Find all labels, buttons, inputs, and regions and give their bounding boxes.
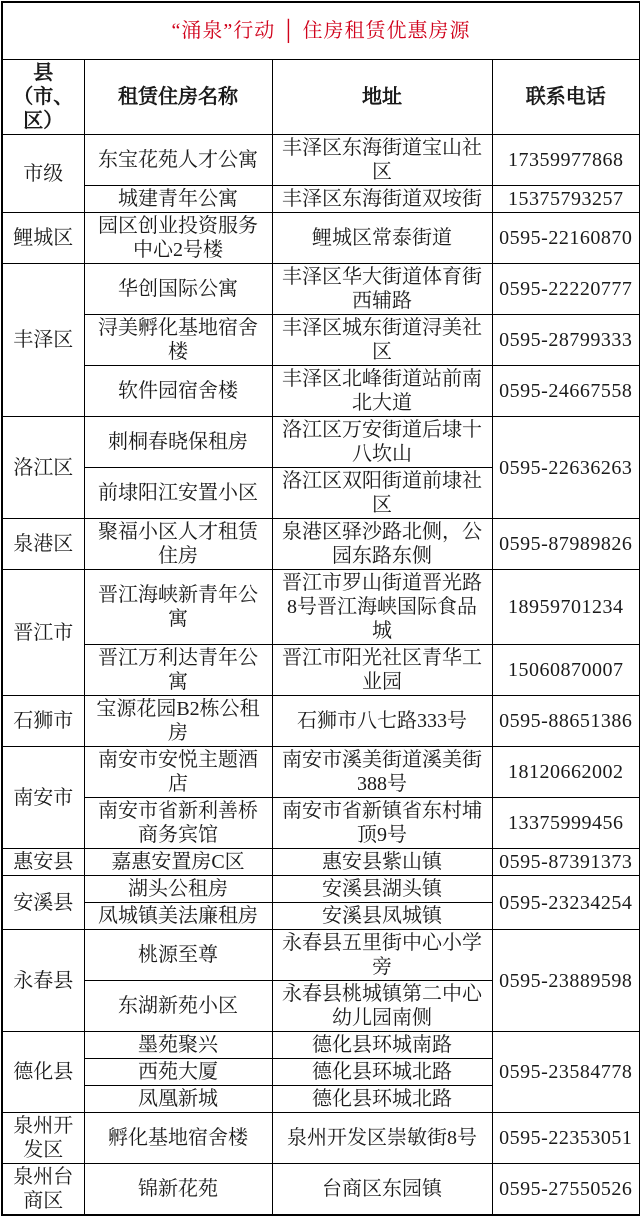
- housing-table: [1, 1, 640, 1216]
- name-cell: 墨苑聚兴: [84, 1032, 272, 1059]
- table-row: [2, 186, 640, 213]
- region-cell: 惠安县: [2, 849, 84, 876]
- table-row: [2, 930, 640, 981]
- address-cell: 泉港区驿沙路北侧，公园东路东侧: [272, 519, 492, 570]
- table-row: [2, 135, 640, 186]
- address-cell: 丰泽区东海街道双垵街: [272, 186, 492, 213]
- name-cell: 前埭阳江安置小区: [84, 468, 272, 519]
- table-row: [2, 417, 640, 468]
- address-cell: 德化县环城北路: [272, 1086, 492, 1113]
- address-cell: 南安市溪美街道溪美街388号: [272, 747, 492, 798]
- name-cell: 浔美孵化基地宿舍楼: [84, 315, 272, 366]
- address-cell: 安溪县凤城镇: [272, 903, 492, 930]
- address-cell: 南安市省新镇省东村埔顶9号: [272, 798, 492, 849]
- address-cell: 永春县桃城镇第二中心幼儿园南侧: [272, 981, 492, 1032]
- region-cell: 南安市: [2, 747, 84, 849]
- name-cell: 华创国际公寓: [84, 264, 272, 315]
- title-row: [2, 2, 640, 60]
- name-cell: 湖头公租房: [84, 876, 272, 903]
- page-title: “涌泉”行动 │ 住房租赁优惠房源: [2, 2, 640, 60]
- address-cell: 洛江区双阳街道前埭社区: [272, 468, 492, 519]
- phone-cell: 0595-87989826: [492, 519, 640, 570]
- address-cell: 泉州开发区崇敏街8号: [272, 1113, 492, 1164]
- name-cell: 东湖新苑小区: [84, 981, 272, 1032]
- phone-cell: 0595-22636263: [492, 417, 640, 519]
- region-cell: 市级: [2, 135, 84, 213]
- name-cell: 聚福小区人才租赁住房: [84, 519, 272, 570]
- table-row: [2, 264, 640, 315]
- table-row: [2, 876, 640, 903]
- table-row: [2, 645, 640, 696]
- name-cell: 园区创业投资服务中心2号楼: [84, 213, 272, 264]
- phone-cell: 0595-88651386: [492, 696, 640, 747]
- phone-cell: 0595-23584778: [492, 1032, 640, 1113]
- address-cell: 丰泽区北峰街道站前南北大道: [272, 366, 492, 417]
- name-cell: 宝源花园B2栋公租房: [84, 696, 272, 747]
- phone-cell: 18959701234: [492, 570, 640, 645]
- name-cell: 凤城镇美法廉租房: [84, 903, 272, 930]
- region-cell: 泉港区: [2, 519, 84, 570]
- name-cell: 城建青年公寓: [84, 186, 272, 213]
- address-cell: 丰泽区城东街道浔美社区: [272, 315, 492, 366]
- name-cell: 西苑大厦: [84, 1059, 272, 1086]
- table-row: [2, 315, 640, 366]
- table-row: [2, 213, 640, 264]
- table-row: [2, 1164, 640, 1216]
- name-cell: 嘉惠安置房C区: [84, 849, 272, 876]
- column-header-phone: 联系电话: [492, 60, 640, 135]
- name-cell: 晋江万利达青年公寓: [84, 645, 272, 696]
- table-row: [2, 570, 640, 645]
- name-cell: 刺桐春晓保租房: [84, 417, 272, 468]
- phone-cell: 17359977868: [492, 135, 640, 186]
- address-cell: 丰泽区华大街道体育街西辅路: [272, 264, 492, 315]
- column-header-address: 地址: [272, 60, 492, 135]
- table-row: [2, 1113, 640, 1164]
- region-cell: 鲤城区: [2, 213, 84, 264]
- name-cell: 东宝花苑人才公寓: [84, 135, 272, 186]
- phone-cell: 18120662002: [492, 747, 640, 798]
- phone-cell: 0595-23889598: [492, 930, 640, 1032]
- region-cell: 永春县: [2, 930, 84, 1032]
- phone-cell: 13375999456: [492, 798, 640, 849]
- name-cell: 软件园宿舍楼: [84, 366, 272, 417]
- phone-cell: 0595-23234254: [492, 876, 640, 930]
- name-cell: 锦新花苑: [84, 1164, 272, 1216]
- phone-cell: 0595-27550526: [492, 1164, 640, 1216]
- table-row: [2, 696, 640, 747]
- region-cell: 丰泽区: [2, 264, 84, 417]
- name-cell: 凤凰新城: [84, 1086, 272, 1113]
- address-cell: 洛江区万安街道后埭十八坎山: [272, 417, 492, 468]
- region-cell: 泉州开发区: [2, 1113, 84, 1164]
- address-cell: 德化县环城北路: [272, 1059, 492, 1086]
- region-cell: 安溪县: [2, 876, 84, 930]
- phone-cell: 0595-22220777: [492, 264, 640, 315]
- phone-cell: 0595-87391373: [492, 849, 640, 876]
- table-row: [2, 366, 640, 417]
- address-cell: 丰泽区东海街道宝山社区: [272, 135, 492, 186]
- table-row: [2, 519, 640, 570]
- address-cell: 晋江市阳光社区青华工业园: [272, 645, 492, 696]
- region-cell: 德化县: [2, 1032, 84, 1113]
- address-cell: 鲤城区常泰街道: [272, 213, 492, 264]
- header-row: [2, 60, 640, 135]
- name-cell: 孵化基地宿舍楼: [84, 1113, 272, 1164]
- phone-cell: 15375793257: [492, 186, 640, 213]
- phone-cell: 0595-22160870: [492, 213, 640, 264]
- address-cell: 惠安县紫山镇: [272, 849, 492, 876]
- name-cell: 桃源至尊: [84, 930, 272, 981]
- table-row: [2, 1032, 640, 1059]
- address-cell: 晋江市罗山街道晋光路8号晋江海峡国际食品城: [272, 570, 492, 645]
- address-cell: 永春县五里街中心小学旁: [272, 930, 492, 981]
- address-cell: 德化县环城南路: [272, 1032, 492, 1059]
- name-cell: 南安市省新利善桥商务宾馆: [84, 798, 272, 849]
- table-row: [2, 849, 640, 876]
- region-cell: 洛江区: [2, 417, 84, 519]
- address-cell: 安溪县湖头镇: [272, 876, 492, 903]
- address-cell: 石狮市八七路333号: [272, 696, 492, 747]
- phone-cell: 15060870007: [492, 645, 640, 696]
- region-cell: 泉州台商区: [2, 1164, 84, 1216]
- name-cell: 晋江海峡新青年公寓: [84, 570, 272, 645]
- column-header-region: 县（市、区）: [2, 60, 84, 135]
- phone-cell: 0595-22353051: [492, 1113, 640, 1164]
- address-cell: 台商区东园镇: [272, 1164, 492, 1216]
- phone-cell: 0595-24667558: [492, 366, 640, 417]
- table-row: [2, 798, 640, 849]
- region-cell: 晋江市: [2, 570, 84, 696]
- column-header-name: 租赁住房名称: [84, 60, 272, 135]
- name-cell: 南安市安悦主题酒店: [84, 747, 272, 798]
- table-body: [2, 135, 640, 1216]
- table-row: [2, 747, 640, 798]
- phone-cell: 0595-28799333: [492, 315, 640, 366]
- region-cell: 石狮市: [2, 696, 84, 747]
